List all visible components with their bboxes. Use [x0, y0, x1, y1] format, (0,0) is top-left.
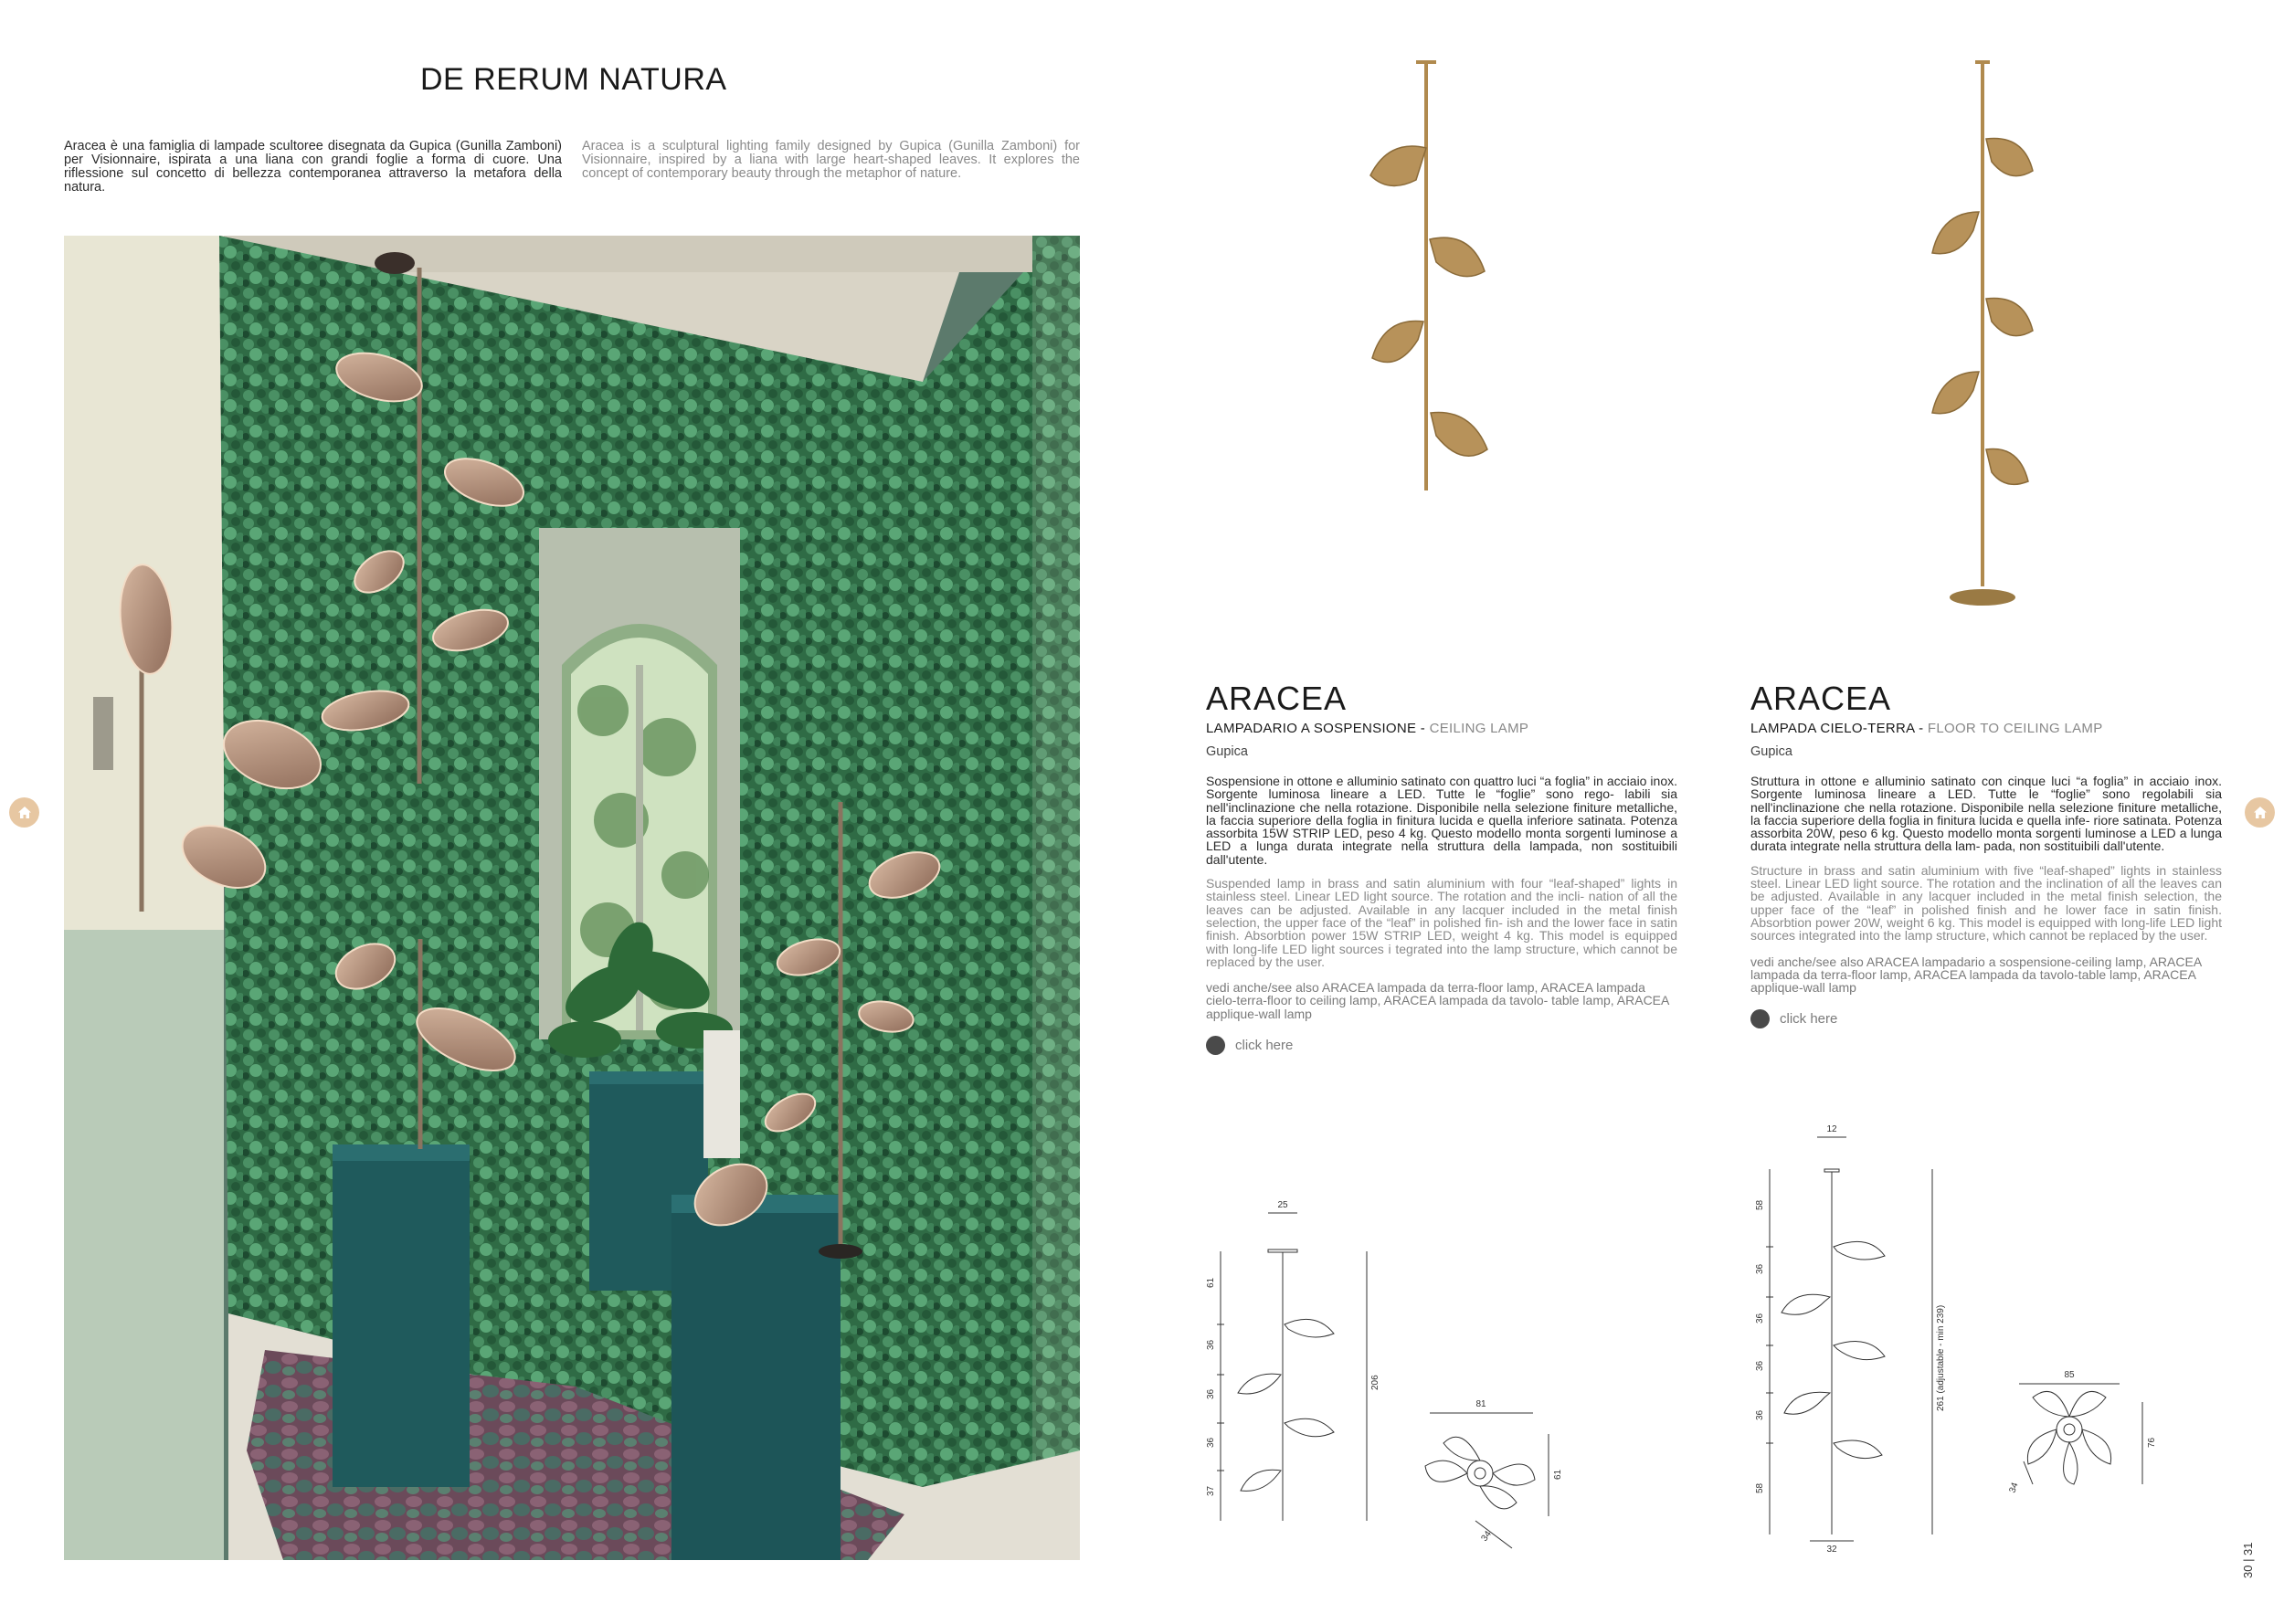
home-icon [2251, 804, 2269, 822]
click-here-label: click here [1780, 1011, 1838, 1028]
dim-4: 36 [1755, 1360, 1765, 1371]
link-bullet-icon [1206, 1036, 1225, 1055]
floor-to-ceiling-lamp-image [1919, 57, 2046, 609]
dim-3: 36 [1206, 1388, 1216, 1399]
click-here-label: click here [1235, 1038, 1294, 1054]
product-type-it: LAMPADA CIELO-TERRA - [1750, 721, 1928, 736]
dim-plan-diagonal: 34 [2007, 1481, 2021, 1495]
dim-3: 36 [1755, 1313, 1765, 1323]
intro-english: Aracea is a sculptural lighting family designed by Gupica (Gunilla Zamboni) for Visionnaire, inspired by a liana with large heart-shaped leaves. It explores the concept of contemporary beauty through the metaphor of nature. [582, 139, 1080, 181]
dim-plan-height: 76 [2147, 1437, 2157, 1448]
dim-5: 37 [1206, 1485, 1216, 1496]
dim-plan-diagonal: 34 [1479, 1529, 1494, 1544]
floor-to-ceiling-lamp-technical-drawing [1740, 1119, 2179, 1557]
product-ceiling-lamp [1206, 680, 1677, 1055]
product-name: ARACEA [1206, 680, 1348, 717]
dim-2: 36 [1755, 1263, 1765, 1274]
dim-4: 36 [1206, 1437, 1216, 1448]
product-type [1750, 721, 2222, 736]
ceiling-lamp-image [1361, 57, 1498, 495]
product-description-en: Suspended lamp in brass and satin aluminium with four “leaf-shaped” lights in stainless steel. Linear LED light source. The rotation and the incli- nation of all the leaves can be adjusted. Available in any lacquer included in the metal finish selection, the upper face of the “leaf” in polished fin- ish and the lower face in satin finish. Absorbtion power 15W STRIP LED, weight 4 kg. This model is equipped with long-life LED light sources i tegrated into the lamp structure, which cannot be replaced by the user. [1206, 876, 1677, 969]
dim-height: 206 [1370, 1375, 1380, 1390]
dim-plan-width: 85 [2064, 1370, 2075, 1380]
product-type [1206, 721, 1677, 736]
product-floor-to-ceiling-lamp [1750, 680, 2222, 1028]
home-button-right[interactable] [2245, 797, 2275, 828]
see-also: vedi anche/see also ARACEA lampadario a sospensione-ceiling lamp, ARACEA lampada da terra-floor lamp, ARACEA lampada da tavolo-table lamp, ARACEA applique-wall lamp [1750, 954, 2202, 996]
dim-6: 58 [1755, 1482, 1765, 1493]
link-bullet-icon [1750, 1009, 1770, 1028]
ceiling-lamp-technical-drawing [1197, 1187, 1581, 1571]
product-type-it: LAMPADARIO A SOSPENSIONE - [1206, 721, 1430, 736]
page-number: 30 | 31 [2241, 1542, 2255, 1578]
dim-height: 261 (adjustable - min 239) [1936, 1304, 1946, 1411]
dim-top: 25 [1277, 1200, 1288, 1210]
intro-italian: Aracea è una famiglia di lampade scultoree disegnata da Gupica (Gunilla Zamboni) per Visionnaire, ispirata a una liana con grandi foglie a forma di cuore. Una riflessione sul concetto di bellezza contemporanea attraverso la metafora della natura. [64, 139, 562, 195]
product-type-en: FLOOR TO CEILING LAMP [1927, 721, 2103, 736]
dim-5: 36 [1755, 1409, 1765, 1420]
dim-base: 32 [1826, 1545, 1837, 1555]
click-here-link[interactable] [1206, 1036, 1677, 1055]
click-here-link[interactable] [1750, 1009, 2222, 1028]
dim-1: 61 [1206, 1277, 1216, 1288]
product-name: ARACEA [1750, 680, 1892, 717]
see-also: vedi anche/see also ARACEA lampada da terra-floor lamp, ARACEA lampada cielo-terra-floor to ceiling lamp, ARACEA lampada da tavolo- table lamp, ARACEA applique-wall lamp [1206, 980, 1669, 1021]
product-type-en: CEILING LAMP [1429, 721, 1529, 736]
product-description-en: Structure in brass and satin aluminium with five “leaf-shaped” lights in stainless steel. Linear LED light source. The rotation and the inclination of all the leaves can be adjusted. Available in any lacquer included in the metal finish selection, the upper face of the “leaf” in polished finish and he lower face in satin finish. Absorbtion power 20W, weight 6 kg. This model is equipped with long-life LED light sources integrated into the lamp structure, which cannot be replaced by the user. [1750, 862, 2222, 944]
dim-top: 12 [1826, 1124, 1837, 1134]
dim-plan-width: 81 [1475, 1399, 1486, 1409]
room-photo [64, 236, 1080, 1560]
home-icon [16, 804, 34, 822]
dim-plan-height: 61 [1553, 1469, 1563, 1480]
product-designer: Gupica [1206, 744, 1248, 759]
dim-2: 36 [1206, 1339, 1216, 1350]
product-designer: Gupica [1750, 744, 1792, 759]
section-title: DE RERUM NATURA [420, 62, 727, 97]
product-description-it: Struttura in ottone e alluminio satinato con cinque luci “a foglia” in acciaio inox. Sorgente luminosa lineare a LED. Tutte le “foglie” sono regolabili sia nell'inclinazione che nella rotazione. Disponibile nella selezione finiture metalliche, la faccia superiore della foglia in finitura lucida e quella infe- riore satinata. Potenza assorbita 20W, peso 6 kg. Questo modello monta sorgenti luminose a LED a lunga durata integrate nella struttura della lam- pada, non sostituibili dall'utente. [1750, 774, 2222, 854]
product-description-it: Sospensione in ottone e alluminio satinato con quattro luci “a foglia” in acciaio inox. Sorgente luminosa lineare a LED. Tutte le “foglie” sono rego- labili sia nell'inclinazione che nella rotazione. Disponibile nella selezione finiture metalliche, la faccia superiore della foglia in finitura lucida e quella inferiore satinata. Potenza assorbita 15W STRIP LED, peso 4 kg. Questo modello monta sorgenti luminose a LED a lunga durata integrate nella struttura della lampada, non sostituibili dall'utente. [1206, 774, 1677, 867]
home-button-left[interactable] [9, 797, 39, 828]
dim-1: 58 [1755, 1199, 1765, 1210]
